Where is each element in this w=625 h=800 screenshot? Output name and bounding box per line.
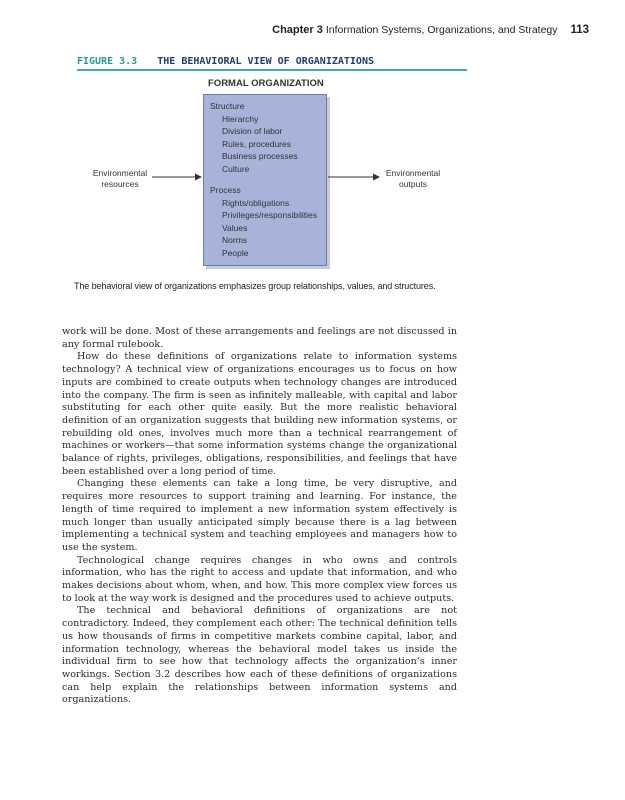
paragraph-1: work will be done. Most of these arrangements and feelings are not discussed in any formal rulebook. xyxy=(62,326,457,350)
process-group xyxy=(210,184,317,259)
formal-organization-label: FORMAL ORGANIZATION xyxy=(208,78,324,89)
body-text xyxy=(62,326,457,707)
environmental-resources-label xyxy=(89,168,151,190)
structure-item: Rules, procedures xyxy=(222,138,291,149)
structure-group xyxy=(210,100,298,175)
process-item: People xyxy=(222,247,249,258)
figure-title: THE BEHAVIORAL VIEW OF ORGANIZATIONS xyxy=(157,56,374,67)
process-label: Process xyxy=(210,185,241,195)
output-line-1: Environmental xyxy=(385,168,441,178)
output-line-2: outputs xyxy=(399,179,427,189)
running-head xyxy=(272,24,589,36)
figure-note: The behavioral view of organizations emphasizes group relationships, values, and structures. xyxy=(74,281,436,291)
chapter-label: Chapter 3 xyxy=(272,24,323,36)
figure-rule xyxy=(77,69,467,71)
input-line-1: Environmental xyxy=(92,168,148,178)
output-arrow-icon xyxy=(328,172,380,182)
structure-label: Structure xyxy=(210,101,245,111)
paragraph-3: Changing these elements can take a long time, be very disruptive, and requires more resources to support training and learning. For instance, the length of time required to implement a new information system effectively is much longer than usually anticipated simply because there is a lag between implementing a technical system and teaching employees and managers how to use the system. xyxy=(62,478,457,553)
structure-item: Hierarchy xyxy=(222,113,259,124)
environmental-outputs-label xyxy=(382,168,444,190)
paragraph-4: Technological change requires changes in who owns and controls information, who has the right to access and update that information, and who makes decisions about whom, when, and how. This more complex view forces us to look at the way work is designed and the procedures used to achieve outputs. xyxy=(62,554,457,604)
figure-heading xyxy=(77,56,374,67)
chapter-title: Information Systems, Organizations, and Strategy xyxy=(325,24,558,36)
figure-number: FIGURE 3.3 xyxy=(77,56,138,67)
page-number: 113 xyxy=(570,24,589,36)
organization-box xyxy=(203,94,327,266)
structure-item: Division of labor xyxy=(222,126,283,136)
process-item: Rights/obligations xyxy=(222,197,290,208)
structure-item: Business processes xyxy=(222,151,298,161)
process-item: Norms xyxy=(222,235,248,245)
process-item: Values xyxy=(222,222,248,233)
input-line-2: resources xyxy=(101,179,139,189)
process-item: Privileges/responsibilities xyxy=(222,210,317,220)
paragraph-2: How do these definitions of organizations relate to information systems technology? A technical view of organizations encourages us to focus on how inputs are combined to create outputs when technology changes are introduced into the company. The firm is seen as infinitely malleable, with capital and labor substituting for each other quite easily. But the more realistic behavioral definition of an organization suggests that building new information systems, or rebuilding old ones, involves much more than a technical rearrangement of machines or workers—that some information systems change the organizational balance of rights, privileges, obligations, responsibilities, and feelings that have been established over a long period of time. xyxy=(62,351,457,477)
structure-item: Culture xyxy=(222,163,250,174)
input-arrow-icon xyxy=(152,172,202,182)
paragraph-5: The technical and behavioral definitions of organizations are not contradictory. Indeed, they complement each other: The technical definition tells us how thousands of firms in competitive markets combine capital, labor, and information technology, whereas the behavioral model takes us inside the individual firm to see how that technology affects the organization’s inner workings. Section 3.2 describes how each of these definitions of organizations can help explain the relationships between information systems and organizations. xyxy=(62,605,457,706)
